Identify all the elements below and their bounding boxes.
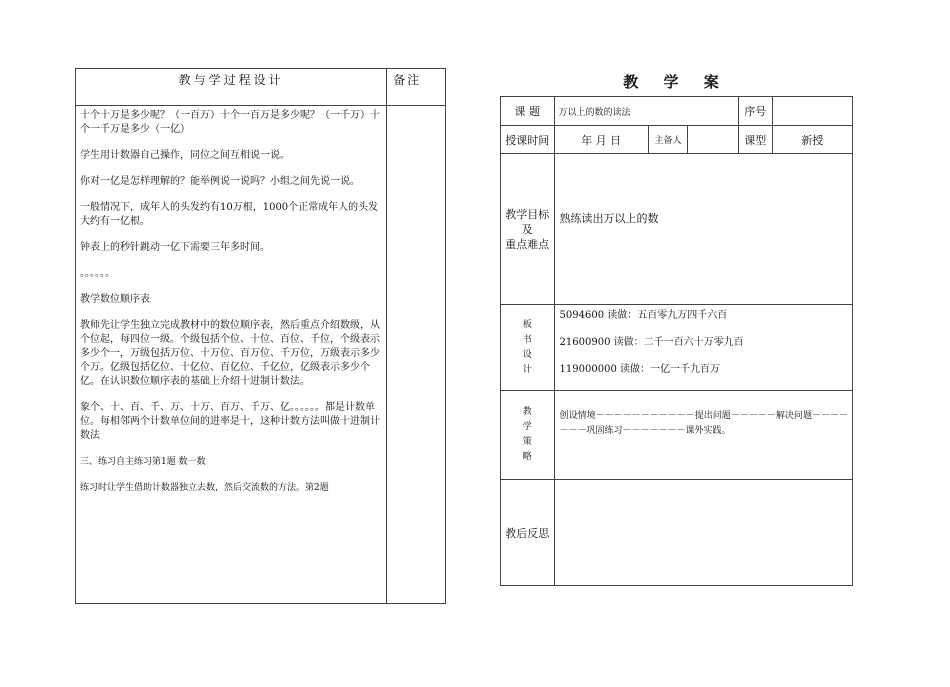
reflection-label: 教后反思 xyxy=(501,480,555,586)
paragraph: 钟表上的秒针跳动一亿下需要三年多时间。 xyxy=(80,242,270,253)
time-label: 授课时间 xyxy=(501,126,555,154)
paragraph: 十个十万是多少呢？（一百万）十个一百万是多少呢？（一千万）十个一千万是多少（一亿） xyxy=(80,110,380,135)
notes-column xyxy=(387,106,446,604)
paragraph: 练习时让学生借助计数器独立去数，然后交流数的方法。第2题 xyxy=(80,483,329,493)
paragraph: 教师先让学生独立完成教材中的数位顺序表，然后重点介绍数级，从个位起，每四位一级。个级包括个位、十位、百位、千位，个级表示多少个一，万级包括万位、十万位、百万位、千万位，万级表示多少个万。亿级包括亿位、十亿位、百亿位、千亿位，亿级表示多少个亿。在认识数位顺序表的基础上介绍十进制计数法。 xyxy=(80,320,380,387)
board-label: 板 书 设 计 xyxy=(501,305,555,391)
seq-value xyxy=(772,97,852,126)
page-title: 教 学 案 xyxy=(623,73,729,91)
board-line: 5094600 读做：五百零九万四千六百 xyxy=(559,310,728,321)
paragraph: 象个、十、百、千、万、十万、百万、千万、亿。。。。。。都是计数单位。每相邻两个计数单位间的进率是十，这种计数方法叫做十进制计数法 xyxy=(80,402,380,441)
paragraph: 三、练习自主练习第1题 数一数 xyxy=(80,457,206,467)
process-header: 教与学过程设计 xyxy=(76,69,387,106)
paragraph: 你对一亿是怎样理解的？能举例说一说吗？小组之间先说一说。 xyxy=(80,176,360,187)
preparer-value xyxy=(688,126,738,154)
type-label: 课型 xyxy=(738,126,772,154)
goal-label: 教学目标 及 重点难点 xyxy=(501,154,555,305)
notes-header: 备注 xyxy=(387,69,446,106)
lesson-plan-table xyxy=(500,96,853,586)
board-line: 21600900 读做：二千一百六十万零九百 xyxy=(559,337,744,348)
process-design-table xyxy=(75,68,446,604)
board-line: 119000000 读做：一亿一千九百万 xyxy=(559,364,720,375)
preparer-label: 主备人 xyxy=(648,126,688,154)
paragraph: 教学数位顺序表 xyxy=(80,294,150,305)
time-value: 年 月 日 xyxy=(554,126,648,154)
goal-value: 熟练读出万以上的数 xyxy=(554,154,852,305)
process-content xyxy=(76,106,387,604)
paragraph: 学生用计数器自己操作，同位之间互相说一说。 xyxy=(80,150,290,161)
board-content xyxy=(554,305,852,391)
topic-value: 万以上的数的读法 xyxy=(554,97,738,126)
strategy-label: 教 学 策 略 xyxy=(501,391,555,480)
type-value: 新授 xyxy=(772,126,852,154)
reflection-content xyxy=(554,480,852,586)
seq-label: 序号 xyxy=(738,97,772,126)
strategy-content: 创设情境－－－－－－－－－－－提出问题－－－－－解决问题－－－－－－－巩固练习－－－－－－－课外实践。 xyxy=(554,391,852,480)
topic-label: 课 题 xyxy=(501,97,555,126)
paragraph: 一般情况下，成年人的头发约有10万根，1000个正常成年人的头发大约有一亿根。 xyxy=(80,202,379,227)
paragraph: 。。。。。。 xyxy=(80,268,115,279)
